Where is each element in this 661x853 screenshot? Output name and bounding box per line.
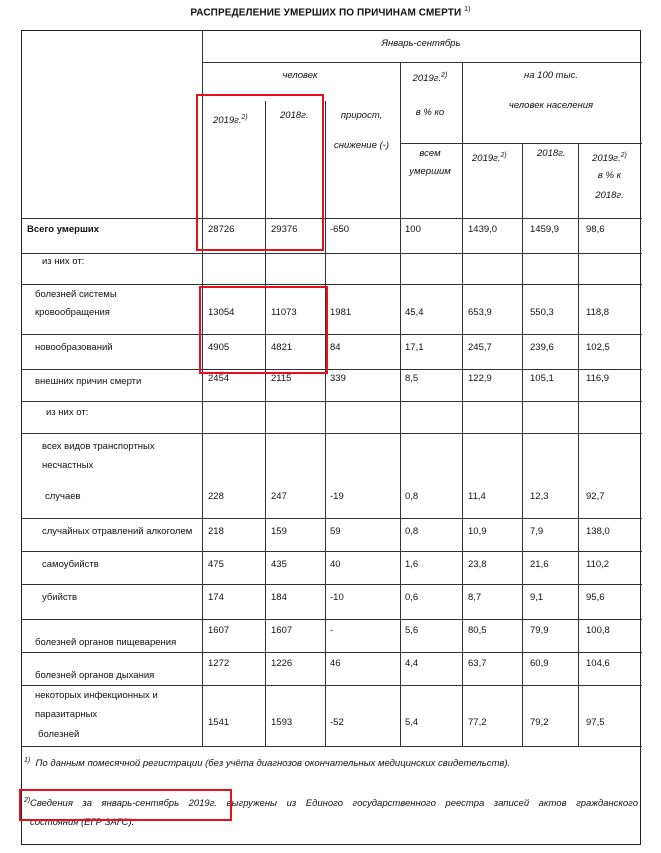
header-2019-pct: 2019г.$^{2)}$ (412, 72, 448, 85)
table-cell: 7,9 (530, 526, 544, 537)
table-cell: 10,9 (468, 526, 487, 537)
table-cell: 63,7 (468, 658, 487, 669)
table-cell: 97,5 (586, 717, 605, 728)
table-cell: 239,6 (530, 342, 554, 353)
row-label: Всего умерших (27, 224, 100, 235)
table-cell: 4905 (208, 342, 230, 353)
table-cell: 218 (208, 526, 224, 537)
table-cell: 1,6 (405, 559, 419, 570)
table-cell: 4821 (271, 342, 293, 353)
table-cell: 84 (330, 342, 341, 353)
header-col-2018: 2018г. (280, 110, 309, 121)
header-pct-line1: в % ко (415, 107, 445, 118)
row-label: несчастных (42, 460, 94, 471)
table-cell: 1593 (271, 717, 293, 728)
table-cell: 1439,0 (468, 224, 498, 235)
table-cell: 8,5 (405, 373, 419, 384)
footnote-1: $^{1)}$ По данным помесячной регистрации (без учёта диагнозов окончательных медицинских свидетельств). (24, 757, 511, 770)
table-cell: 9,1 (530, 592, 544, 603)
row-label: болезней органов пищеварения (35, 637, 177, 648)
table-cell: 79,9 (530, 625, 549, 636)
table-cell: 118,8 (586, 307, 610, 318)
footnote-2-line2: состояния (ЕГР ЗАГС). (30, 817, 135, 828)
table-cell: -10 (330, 592, 344, 603)
header-rate-pct-line2: в % к (597, 170, 622, 181)
table-cell: 13054 (208, 307, 235, 318)
table-cell: 5,6 (405, 625, 419, 636)
highlight-box-footnote (19, 789, 232, 821)
header-pct-line3: умершим (409, 166, 451, 177)
table-cell: 100,8 (586, 625, 610, 636)
footnote-2-sup: 2) (24, 797, 31, 804)
table-cell: 159 (271, 526, 287, 537)
table-cell: 102,5 (586, 342, 610, 353)
table-cell: 79,2 (530, 717, 549, 728)
table-cell: 17,1 (405, 342, 424, 353)
highlight-box-circulatory-neoplasms (199, 286, 328, 374)
row-label: болезней системы (35, 289, 117, 300)
table-cell: 28726 (208, 224, 235, 235)
table-cell: 95,6 (586, 592, 605, 603)
table-cell: 0,8 (405, 491, 419, 502)
header-rate-pct: 2019г.$^{2)}$ (592, 152, 627, 165)
header-rate-2018: 2018г. (537, 148, 566, 159)
table-cell: 339 (330, 373, 346, 384)
table-cell: 174 (208, 592, 224, 603)
table-cell: 245,7 (468, 342, 492, 353)
table-cell: 2115 (271, 373, 292, 384)
header-period: Январь-сентябрь (381, 38, 461, 49)
table-cell: 475 (208, 559, 224, 570)
row-label: болезней (38, 729, 80, 740)
table-cell: 23,8 (468, 559, 487, 570)
table-cell: 60,9 (530, 658, 549, 669)
table-cell: 184 (271, 592, 287, 603)
header-col-2019: 2019г.$^{2)}$ (213, 114, 248, 127)
row-label: новообразований (35, 342, 113, 353)
row-label: кровообращения (35, 307, 110, 318)
table-cell: 2454 (208, 373, 230, 384)
table-cell: 1607 (208, 625, 230, 636)
table-cell: 29376 (271, 224, 298, 235)
header-change-line1: прирост, (340, 110, 383, 121)
table-cell: 46 (330, 658, 341, 669)
row-label: всех видов транспортных (42, 441, 155, 452)
header-per100k-line2: человек населения (508, 100, 594, 111)
table-cell: -52 (330, 717, 344, 728)
table-cell: 228 (208, 491, 224, 502)
table-cell: 45,4 (405, 307, 424, 318)
row-label: некоторых инфекционных и (35, 690, 158, 701)
row-label: самоубийств (42, 559, 99, 570)
table-cell: 138,0 (586, 526, 610, 537)
table-cell: 116,9 (586, 373, 610, 384)
table-cell: - (330, 625, 334, 636)
header-change-line2: снижение (-) (333, 140, 389, 151)
table-cell: 1607 (271, 625, 293, 636)
table-cell: 122,9 (468, 373, 492, 384)
table-cell: 40 (330, 559, 341, 570)
table-cell: 1272 (208, 658, 230, 669)
table-cell: 653,9 (468, 307, 492, 318)
table-cell: 104,6 (586, 658, 610, 669)
table-cell: 105,1 (530, 373, 554, 384)
table-cell: -19 (330, 491, 344, 502)
table-cell: 80,5 (468, 625, 487, 636)
row-label: случаев (45, 491, 81, 502)
table-cell: 92,7 (586, 491, 605, 502)
table-cell: 0,8 (405, 526, 419, 537)
table-cell: 8,7 (468, 592, 482, 603)
header-pct-line2: всем (419, 148, 441, 159)
highlight-box-header-totals (196, 94, 324, 251)
table-cell: 1459,9 (530, 224, 560, 235)
table-cell: 11073 (271, 307, 297, 318)
table-cell: 5,4 (405, 717, 419, 728)
row-label: убийств (42, 592, 78, 603)
row-label: из них от: (46, 407, 89, 418)
footnote-2-line1: Сведения за январь-сентябрь 2019г. выгружены из Единого государственного реестра записей актов гражданского (30, 798, 638, 809)
table-cell: 21,6 (530, 559, 549, 570)
table-cell: 110,2 (586, 559, 610, 570)
table-cell: 4,4 (405, 658, 419, 669)
row-label: внешних причин смерти (35, 376, 142, 387)
header-persons: человек (282, 70, 318, 81)
table-cell: 1541 (208, 717, 230, 728)
row-label: паразитарных (35, 709, 98, 720)
row-label: болезней органов дыхания (35, 670, 155, 681)
table-cell: 100 (405, 224, 421, 235)
header-rate-pct-line3: 2018г. (595, 190, 624, 201)
table-cell: 98,6 (586, 224, 605, 235)
table-cell: 247 (271, 491, 287, 502)
header-rate-2019: 2019г.$^{2)}$ (472, 152, 507, 165)
table-cell: 12,3 (530, 491, 549, 502)
table-cell: 0,6 (405, 592, 419, 603)
table-cell: -650 (330, 224, 350, 235)
row-label: случайных отравлений алкоголем (42, 526, 193, 537)
header-per100k-line1: на 100 тыс. (524, 70, 578, 81)
row-label: из них от: (42, 256, 85, 267)
table-cell: 11,4 (468, 491, 486, 502)
table-cell: 435 (271, 559, 287, 570)
table-cell: 59 (330, 526, 341, 537)
table-cell: 77,2 (468, 717, 487, 728)
page-title: РАСПРЕДЕЛЕНИЕ УМЕРШИХ ПО ПРИЧИНАМ СМЕРТИ $^{1)}$ (190, 6, 471, 19)
table-cell: 1226 (271, 658, 293, 669)
table-cell: 550,3 (530, 307, 554, 318)
table-cell: 1981 (330, 307, 352, 318)
